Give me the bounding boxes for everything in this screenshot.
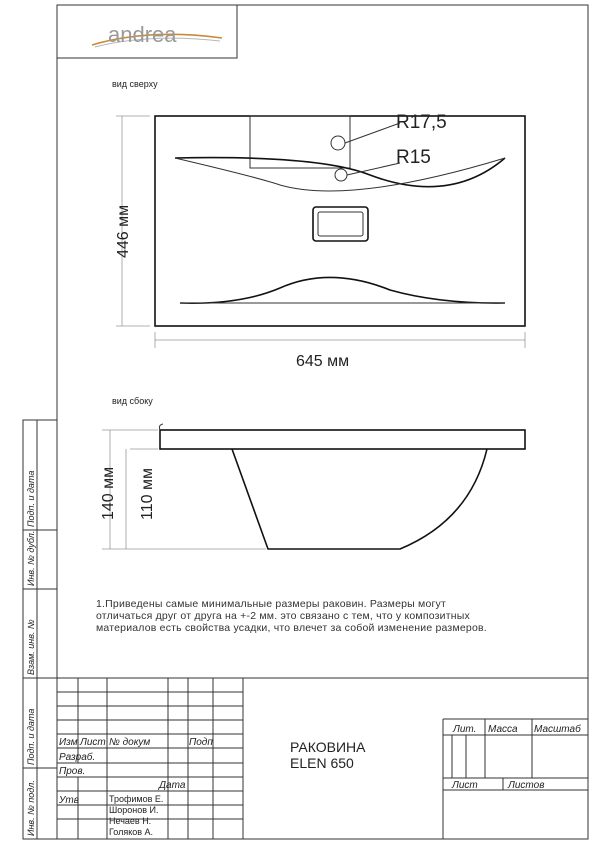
person-2: Шоронов И. bbox=[109, 805, 159, 815]
role-prov: Пров. bbox=[59, 766, 86, 777]
bowl-profile bbox=[232, 449, 487, 549]
height-total-label: 140 мм bbox=[100, 466, 117, 520]
overflow-hole bbox=[335, 169, 347, 181]
side-view bbox=[100, 424, 525, 549]
height-bowl-label: 110 мм bbox=[139, 468, 156, 520]
role-razrab: Разраб. bbox=[59, 752, 96, 763]
faucet-deck bbox=[250, 116, 350, 168]
top-view-label: вид сверху bbox=[112, 79, 158, 89]
note-line-1: 1.Приведены самые минимальные размеры раковин. Размеры могут bbox=[96, 598, 446, 610]
massa-label: Масса bbox=[488, 724, 518, 735]
sheets-label: Листов bbox=[508, 780, 545, 791]
radius-small-label: R15 bbox=[396, 147, 431, 168]
radius-leader-1 bbox=[345, 123, 400, 143]
radius-leader-2 bbox=[347, 163, 400, 175]
depth-label: 446 мм bbox=[115, 204, 132, 258]
note-line-2: отличаться друг от друга на +-2 мм. это связано с тем, что у композитных bbox=[96, 610, 470, 622]
title-line-1: РАКОВИНА bbox=[290, 739, 366, 755]
logo-text: andrea bbox=[108, 22, 177, 47]
logo bbox=[57, 5, 237, 58]
hdr-doc: № докум bbox=[109, 737, 151, 748]
faucet-hole bbox=[331, 136, 345, 150]
top-view bbox=[115, 112, 525, 370]
stamp-cell-3: Взам. инв. № bbox=[26, 619, 36, 675]
title-line-2: ELEN 650 bbox=[290, 755, 354, 771]
role-utv: Утв bbox=[59, 795, 79, 806]
width-label: 645 мм bbox=[296, 353, 350, 370]
stamp-cell-1: Подп. и дата bbox=[26, 470, 36, 527]
hdr-podp: Подп bbox=[189, 737, 213, 748]
bowl-back-inner bbox=[175, 158, 505, 191]
hdr-data: Дата bbox=[159, 780, 186, 791]
sheet-frame bbox=[57, 5, 588, 839]
stamp-cell-2: Инв. № дубл. bbox=[26, 530, 36, 586]
drain-slot-inner bbox=[318, 212, 363, 236]
masshtab-label: Масштаб bbox=[534, 724, 581, 735]
bowl-front-curve bbox=[180, 277, 505, 303]
note-line-3: материалов есть свойства усадки, что влечет за собой изменение размеров. bbox=[96, 622, 487, 634]
hdr-izm: Изм bbox=[59, 737, 78, 748]
stamp-cell-4: Подп. и дата bbox=[26, 708, 36, 765]
person-3: Нечаев Н. bbox=[109, 816, 152, 826]
lit-label: Лит. bbox=[453, 724, 477, 735]
person-4: Голяков А. bbox=[109, 827, 154, 837]
hdr-list: Лист bbox=[80, 737, 106, 748]
sink-outline bbox=[155, 116, 525, 326]
radius-large-label: R17,5 bbox=[396, 112, 447, 133]
stamp-cell-5: Инв. № подл. bbox=[26, 780, 36, 836]
side-stamp bbox=[23, 420, 57, 839]
note bbox=[96, 598, 566, 634]
sheet-label: Лист bbox=[452, 780, 478, 791]
person-1: Трофимов Е. bbox=[109, 794, 164, 804]
countertop-slab bbox=[160, 430, 525, 449]
side-view-label: вид сбоку bbox=[112, 396, 153, 406]
